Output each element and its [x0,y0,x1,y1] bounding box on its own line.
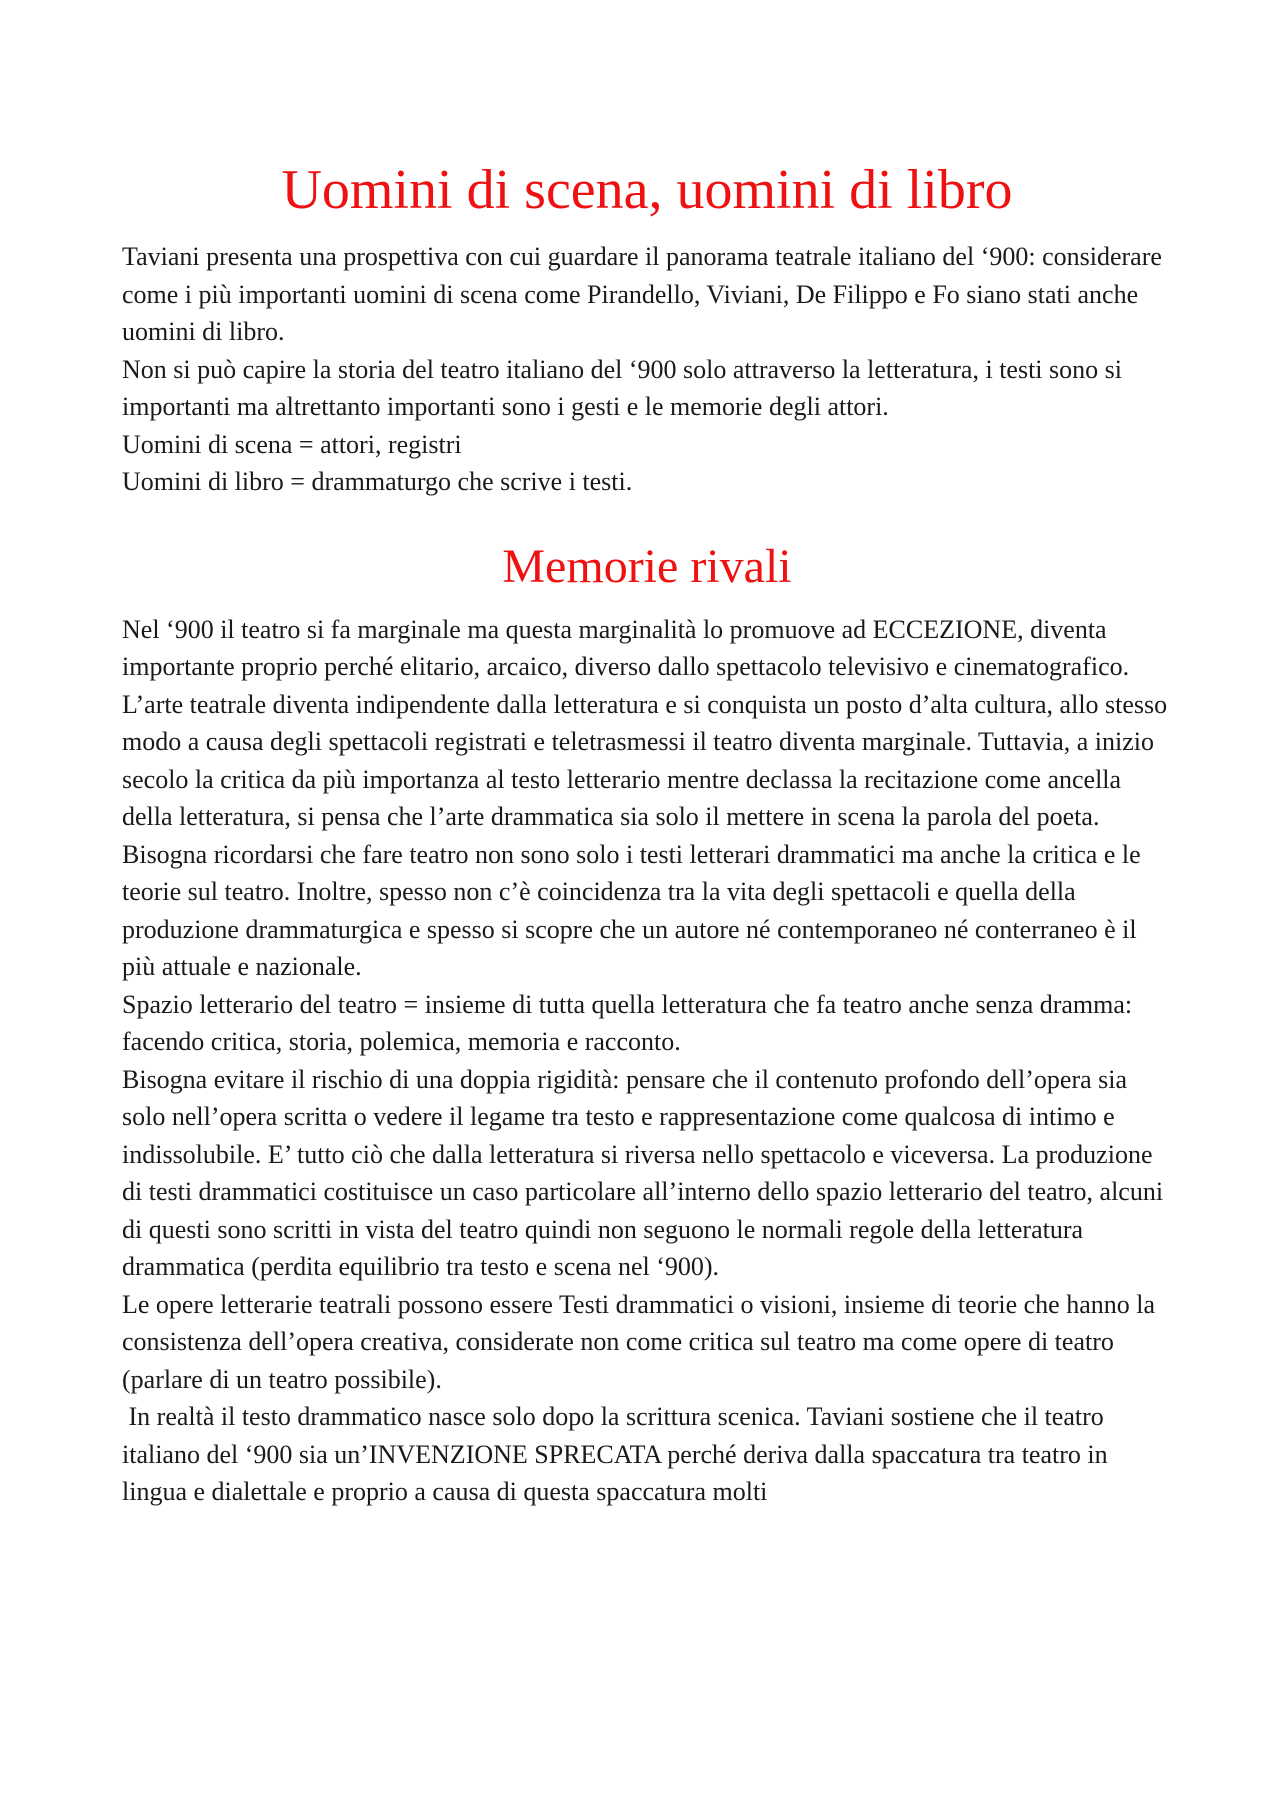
page-title: Uomini di scena, uomini di libro [281,159,1013,221]
section-intro [122,238,1172,501]
paragraph: Bisogna ricordarsi che fare teatro non sono solo i testi letterari drammatici ma anche la critica e le teorie sul teatro. Inoltre, spesso non c’è coincidenza tra la vita degli spettacoli e quella della produzione drammaturgica e spesso si scopre che un autore né contemporaneo né conterraneo è il più attuale e nazionale. [122,839,1141,981]
paragraph: Le opere letterarie teatrali possono essere Testi drammatici o visioni, insieme di teorie che hanno la consistenza dell’opera creativa, considerate non come critica sul teatro ma come opere di teatro (parlare di un teatro possibile). [122,1289,1156,1394]
section-heading: Memorie rivali [502,539,792,593]
paragraph: Taviani presenta una prospettiva con cui guardare il panorama teatrale italiano del ‘900: considerare come i più importanti uomini di scena come Pirandello, Viviani, De Filippo e Fo siano stati anche uomini di libro. [122,242,1162,346]
paragraph: In realtà il testo drammatico nasce solo dopo la scrittura scenica. Taviani sostiene che il teatro italiano del ‘900 sia un’INVENZIONE SPRECATA perché deriva dalla spaccatura tra teatro in lingua e dialettale e proprio a causa di questa spaccatura molti [122,1402,1115,1506]
document-page [122,150,1172,1511]
paragraph: Nel ‘900 il teatro si fa marginale ma questa marginalità lo promuove ad ECCEZIONE, diventa importante proprio perché elitario, arcaico, diverso dallo spettacolo televisivo e cinematografico. L’arte teatrale diventa indipendente dalla letteratura e si conquista un posto d’alta cultura, allo stesso modo a causa degli spettacoli registrati e teletrasmessi il teatro diventa marginale. Tuttavia, a inizio secolo la critica da più importanza al testo letterario mentre declassa la recitazione come ancella della letteratura, si pensa che l’arte drammatica sia solo il mettere in scena la parola del poeta. [122,614,1168,831]
paragraph: Uomini di scena = attori, registri [122,429,462,459]
paragraph: Bisogna evitare il rischio di una doppia rigidità: pensare che il contenuto profondo dell’opera sia solo nell’opera scritta o vedere il legame tra testo e rappresentazione come qualcosa di intimo e indissolubile. E’ tutto ciò che dalla letteratura si riversa nello spettacolo e viceversa. La produzione di testi drammatici costituisce un caso particolare all’interno dello spazio letterario del teatro, alcuni di questi sono scritti in vista del teatro quindi non seguono le normali regole della letteratura drammatica (perdita equilibrio tra testo e scena nel ‘900). [122,1064,1164,1281]
section-memorie-rivali [122,611,1172,1511]
paragraph: Non si può capire la storia del teatro italiano del ‘900 solo attraverso la letteratura, i testi sono si importanti ma altrettanto importanti sono i gesti e le memorie degli attori. [122,354,1122,421]
paragraph: Spazio letterario del teatro = insieme di tutta quella letteratura che fa teatro anche senza dramma: facendo critica, storia, polemica, memoria e racconto. [122,989,1133,1056]
paragraph: Uomini di libro = drammaturgo che scrive i testi. [122,467,633,496]
